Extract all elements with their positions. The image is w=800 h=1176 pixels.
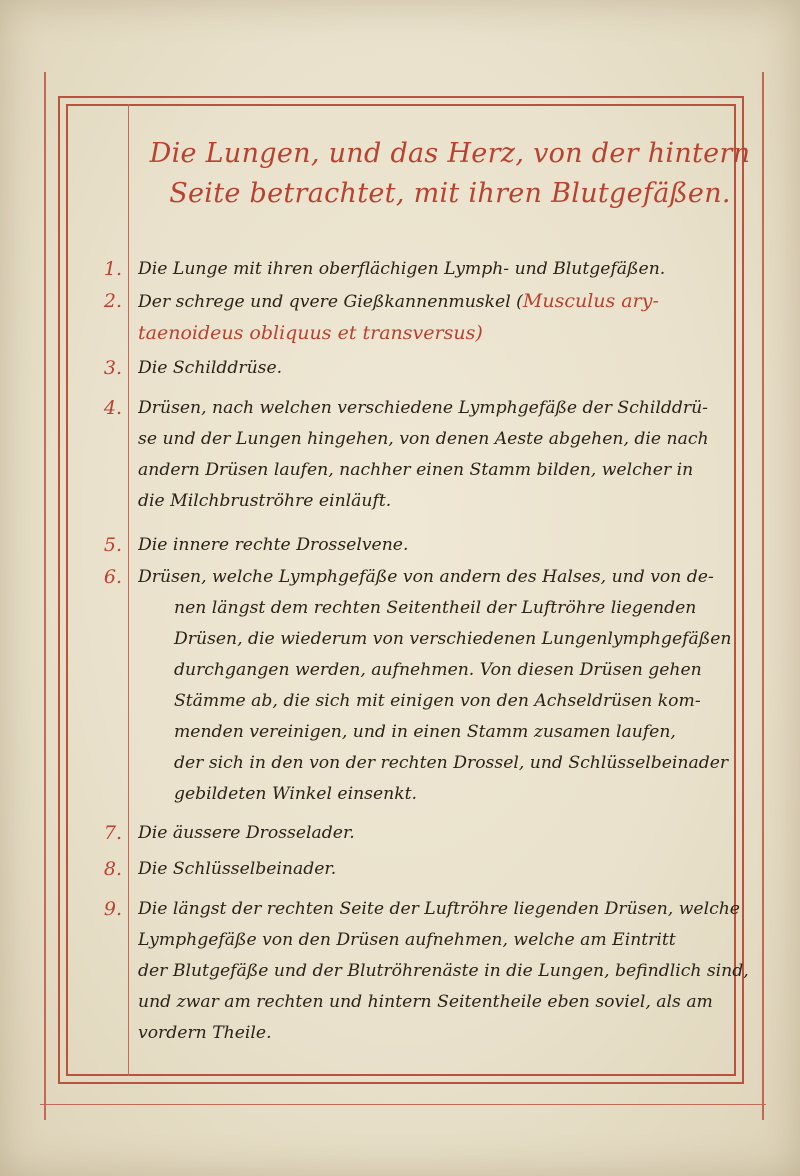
latin-term: taenoideus obliquus et transversus	[138, 322, 476, 344]
frame-inner-left	[66, 104, 68, 1076]
entry-line: Die längst der rechten Seite der Luftröhre liegenden Drüsen, welche	[138, 899, 740, 919]
entry-line: durchgangen werden, aufnehmen. Von diesen Drüsen gehen	[174, 660, 702, 680]
entry-line: andern Drüsen laufen, nachher einen Stamm bilden, welcher in	[138, 460, 694, 480]
entry-text	[138, 818, 756, 849]
entry-text	[138, 353, 756, 384]
page-title	[140, 134, 760, 214]
entry-text	[138, 530, 756, 561]
entry-number: 3.	[103, 357, 122, 379]
entry-line: Die äussere Drosselader.	[138, 823, 355, 843]
margin-rule-bottom	[40, 1104, 766, 1105]
entry-line: menden vereinigen, und in einen Stamm zusamen laufen,	[174, 722, 676, 742]
frame-outer-left	[58, 96, 60, 1084]
latin-term: Musculus ary-	[522, 290, 659, 312]
closing-paren: )	[475, 322, 483, 344]
frame-outer-bottom	[58, 1082, 744, 1084]
entry-line: se und der Lungen hingehen, von denen Aeste abgehen, die nach	[138, 429, 709, 449]
entry-line: und zwar am rechten und hintern Seitentheile eben soviel, als am	[138, 992, 713, 1012]
entry-line: Drüsen, die wiederum von verschiedenen Lungenlymphgefäßen	[174, 629, 732, 649]
entry-line	[138, 286, 756, 318]
entry-number: 8.	[103, 858, 122, 880]
entry-text	[138, 894, 756, 1049]
entry-number: 5.	[103, 534, 122, 556]
entry-text	[138, 254, 756, 285]
entry-number: 9.	[103, 898, 122, 920]
entry-number: 1.	[103, 258, 122, 280]
margin-rule-right	[762, 72, 764, 1120]
entry-line: Drüsen, nach welchen verschiedene Lymphgefäße der Schilddrü-	[138, 398, 708, 418]
entry-text	[138, 286, 756, 350]
entry-text	[138, 562, 756, 810]
entry-line: Die Lunge mit ihren oberflächigen Lymph- und Blutgefäßen.	[138, 259, 666, 279]
entry-text	[138, 393, 756, 517]
entry-line: nen längst dem rechten Seitentheil der Luftröhre liegenden	[174, 598, 697, 618]
frame-inner-top	[66, 104, 736, 106]
entry-text	[138, 854, 756, 885]
entry-number: 2.	[103, 290, 122, 312]
entry-line	[138, 318, 756, 350]
entry-line: vordern Theile.	[138, 1023, 272, 1043]
entry-line: Stämme ab, die sich mit einigen von den Achseldrüsen kom-	[174, 691, 701, 711]
number-column-rule	[128, 104, 129, 1076]
entry-line: Die Schilddrüse.	[138, 358, 283, 378]
entry-line: der Blutgefäße und der Blutröhrenäste in die Lungen, befindlich sind,	[138, 961, 749, 981]
entry-number: 4.	[103, 397, 122, 419]
entry-line-text: Der schrege und qvere Gießkannenmuskel (	[138, 292, 523, 312]
entry-line: gebildeten Winkel einsenkt.	[174, 784, 418, 804]
entry-number: 6.	[103, 566, 122, 588]
margin-rule-left	[44, 72, 46, 1120]
entry-line: Drüsen, welche Lymphgefäße von andern des Halses, und von de-	[138, 567, 714, 587]
title-line-1: Die Lungen, und das Herz, von der hintern	[149, 138, 751, 169]
entry-line: Die Schlüsselbeinader.	[138, 859, 337, 879]
entry-line: Die innere rechte Drosselvene.	[138, 535, 409, 555]
frame-outer-top	[58, 96, 744, 98]
title-line-2: Seite betrachtet, mit ihren Blutgefäßen.	[169, 178, 731, 209]
entry-line: der sich in den von der rechten Drossel, und Schlüsselbeinader	[174, 753, 729, 773]
entry-line: die Milchbruströhre einläuft.	[138, 491, 392, 511]
frame-inner-bottom	[66, 1074, 736, 1076]
entry-line: Lymphgefäße von den Drüsen aufnehmen, welche am Eintritt	[138, 930, 676, 950]
entry-number: 7.	[103, 822, 122, 844]
